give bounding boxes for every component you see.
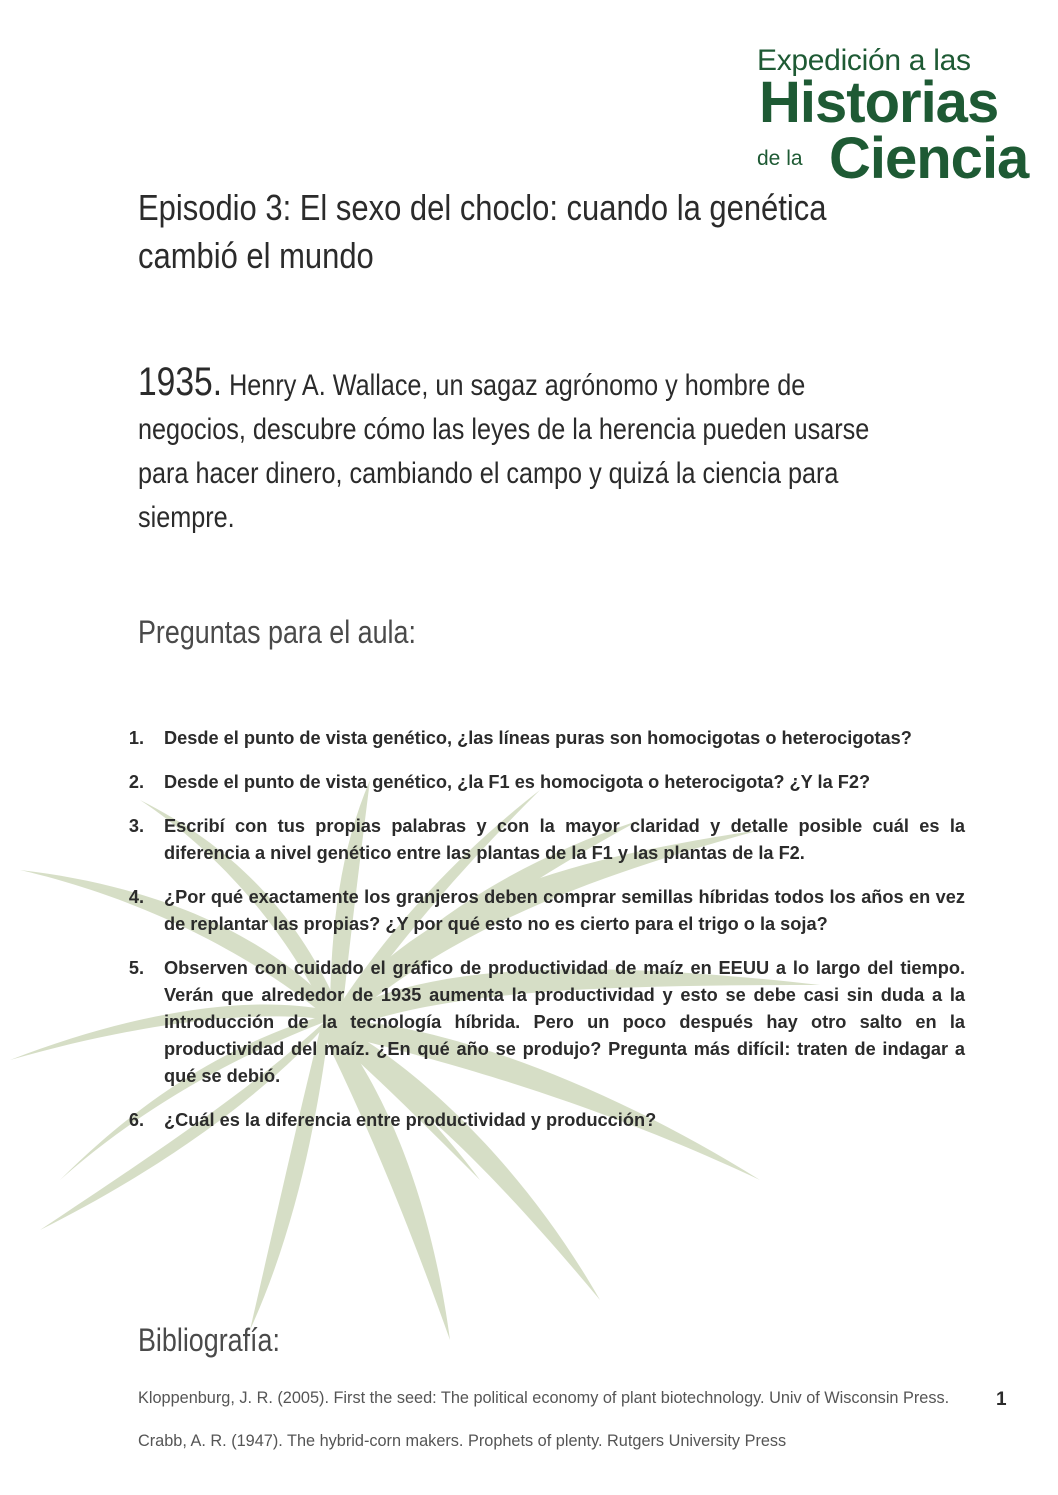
logo-line-1: Expedición a las — [757, 44, 971, 77]
question-item — [120, 769, 965, 796]
question-number: 6. — [128, 1110, 144, 1130]
question-item — [120, 1107, 965, 1134]
question-number: 1. — [128, 728, 144, 748]
question-number: 4. — [128, 887, 144, 907]
question-text: Desde el punto de vista genético, ¿las líneas puras son homocigotas o heterocigotas? — [164, 728, 912, 748]
page-number: 1 — [996, 1389, 1007, 1410]
intro-paragraph — [138, 360, 877, 540]
question-item — [120, 955, 965, 1090]
question-text: Escribí con tus propias palabras y con la mayor claridad y detalle posible cuál es la diferencia a nivel genético entre las plantas de la F1 y las plantas de la F2. — [164, 816, 965, 863]
reference-item: Crabb, A. R. (1947). The hybrid-corn makers. Prophets of plenty. Rutgers University Press — [138, 1432, 787, 1450]
references-list — [138, 1386, 968, 1454]
logo-line-3-large: Ciencia — [829, 126, 1029, 191]
reference-item: Kloppenburg, J. R. (2005). First the seed: The political economy of plant biotechnology. Univ of Wisconsin Press. — [138, 1389, 950, 1407]
question-number: 2. — [128, 772, 144, 792]
intro-text: Henry A. Wallace, un sagaz agrónomo y hombre de negocios, descubre cómo las leyes de la herencia pueden usarse para hacer dinero, cambiando el campo y quizá la ciencia para siempre. — [138, 369, 870, 534]
question-item — [120, 725, 965, 752]
questions-heading: Preguntas para el aula: — [138, 614, 416, 650]
question-number: 3. — [128, 816, 144, 836]
questions-list — [120, 725, 965, 1134]
bibliography-heading: Bibliografía: — [138, 1322, 280, 1358]
logo-line-3-small: de la — [757, 147, 803, 170]
question-text: Observen con cuidado el gráfico de productividad de maíz en EEUU a lo largo del tiempo. Verán que alrededor de 1935 aumenta la productividad y esto se debe casi sin duda a la introducción de la tecnología híbrida. Pero un poco después hay otro salto en la productividad del maíz. ¿En qué año se produjo? Pregunta más difícil: traten de indagar a qué se debió. — [164, 958, 965, 1086]
intro-year: 1935. — [138, 360, 223, 404]
question-text: ¿Cuál es la diferencia entre productividad y producción? — [164, 1110, 657, 1130]
question-item — [120, 813, 965, 867]
question-text: Desde el punto de vista genético, ¿la F1 es homocigota o heterocigota? ¿Y la F2? — [164, 772, 871, 792]
question-item — [120, 884, 965, 938]
episode-title: Episodio 3: El sexo del choclo: cuando la genética cambió el mundo — [138, 187, 827, 276]
logo-line-2: Historias — [759, 70, 999, 135]
question-text: ¿Por qué exactamente los granjeros deben comprar semillas híbridas todos los años en vez de replantar las propias? ¿Y por qué esto no es cierto para el trigo o la soja? — [164, 887, 965, 934]
question-number: 5. — [128, 958, 144, 978]
